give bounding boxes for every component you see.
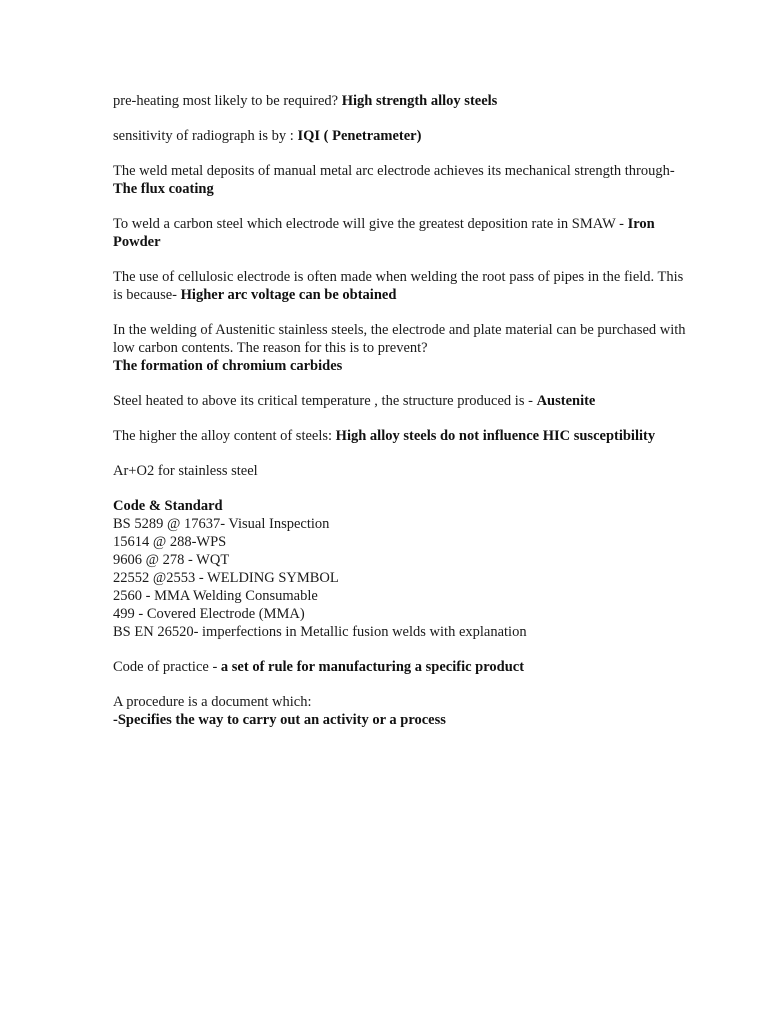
- paragraph-text: Steel heated to above its critical temperature , the structure produced is -: [113, 393, 537, 409]
- code-item: 9606 @ 278 - WQT: [113, 552, 230, 568]
- code-item: 499 - Covered Electrode (MMA): [113, 606, 305, 622]
- paragraph-answer: Austenite: [536, 393, 596, 409]
- paragraph-answer: High alloy steels do not influence HIC susceptibility: [335, 428, 656, 444]
- paragraph-preheating: [113, 92, 693, 110]
- paragraph-answer: IQI ( Penetrameter): [297, 128, 422, 144]
- paragraph-answer: The flux coating: [113, 181, 214, 197]
- paragraph-text: To weld a carbon steel which electrode will give the greatest deposition rate in SMAW -: [113, 216, 628, 232]
- paragraph-text: The weld metal deposits of manual metal arc electrode achieves its mechanical strength through-: [113, 163, 675, 179]
- document-page: [113, 92, 693, 729]
- paragraph-text: Code of practice -: [113, 659, 221, 675]
- paragraph-alloy-content: [113, 427, 693, 445]
- code-item: 22552 @2553 - WELDING SYMBOL: [113, 570, 339, 586]
- paragraph-text: The higher the alloy content of steels:: [113, 428, 336, 444]
- paragraph-austenitic: [113, 321, 693, 375]
- code-item: 2560 - MMA Welding Consumable: [113, 588, 318, 604]
- paragraph-answer: -Specifies the way to carry out an activity or a process: [113, 712, 446, 728]
- paragraph-code-of-practice: [113, 658, 693, 676]
- paragraph-text: In the welding of Austenitic stainless steels, the electrode and plate material can be purchased with low carbon contents. The reason for this is to prevent?: [113, 322, 686, 356]
- paragraph-weld-metal: [113, 162, 693, 198]
- code-item: 15614 @ 288-WPS: [113, 534, 227, 550]
- paragraph-text: A procedure is a document which:: [113, 694, 312, 710]
- paragraph-deposition: [113, 215, 693, 251]
- paragraph-answer: Iron Powder: [113, 216, 655, 250]
- paragraph-text: The use of cellulosic electrode is often made when welding the root pass of pipes in the field. This is because-: [113, 269, 684, 303]
- paragraph-answer: Higher arc voltage can be obtained: [180, 287, 397, 303]
- paragraph-text: Ar+O2 for stainless steel: [113, 463, 258, 479]
- paragraph-text: sensitivity of radiograph is by :: [113, 128, 298, 144]
- paragraph-procedure: [113, 693, 693, 729]
- paragraph-answer: High strength alloy steels: [341, 93, 498, 109]
- code-item: BS EN 26520- imperfections in Metallic fusion welds with explanation: [113, 624, 527, 640]
- paragraph-critical-temp: [113, 392, 693, 410]
- code-item: BS 5289 @ 17637- Visual Inspection: [113, 516, 330, 532]
- paragraph-text: pre-heating most likely to be required?: [113, 93, 342, 109]
- paragraph-radiograph: [113, 127, 693, 145]
- paragraph-cellulosic: [113, 268, 693, 304]
- paragraph-answer: The formation of chromium carbides: [113, 358, 343, 374]
- code-standard-heading: Code & Standard: [113, 498, 223, 514]
- paragraph-answer: a set of rule for manufacturing a specific product: [220, 659, 525, 675]
- paragraph-shielding-gas: [113, 462, 693, 480]
- code-standard-section: [113, 497, 693, 641]
